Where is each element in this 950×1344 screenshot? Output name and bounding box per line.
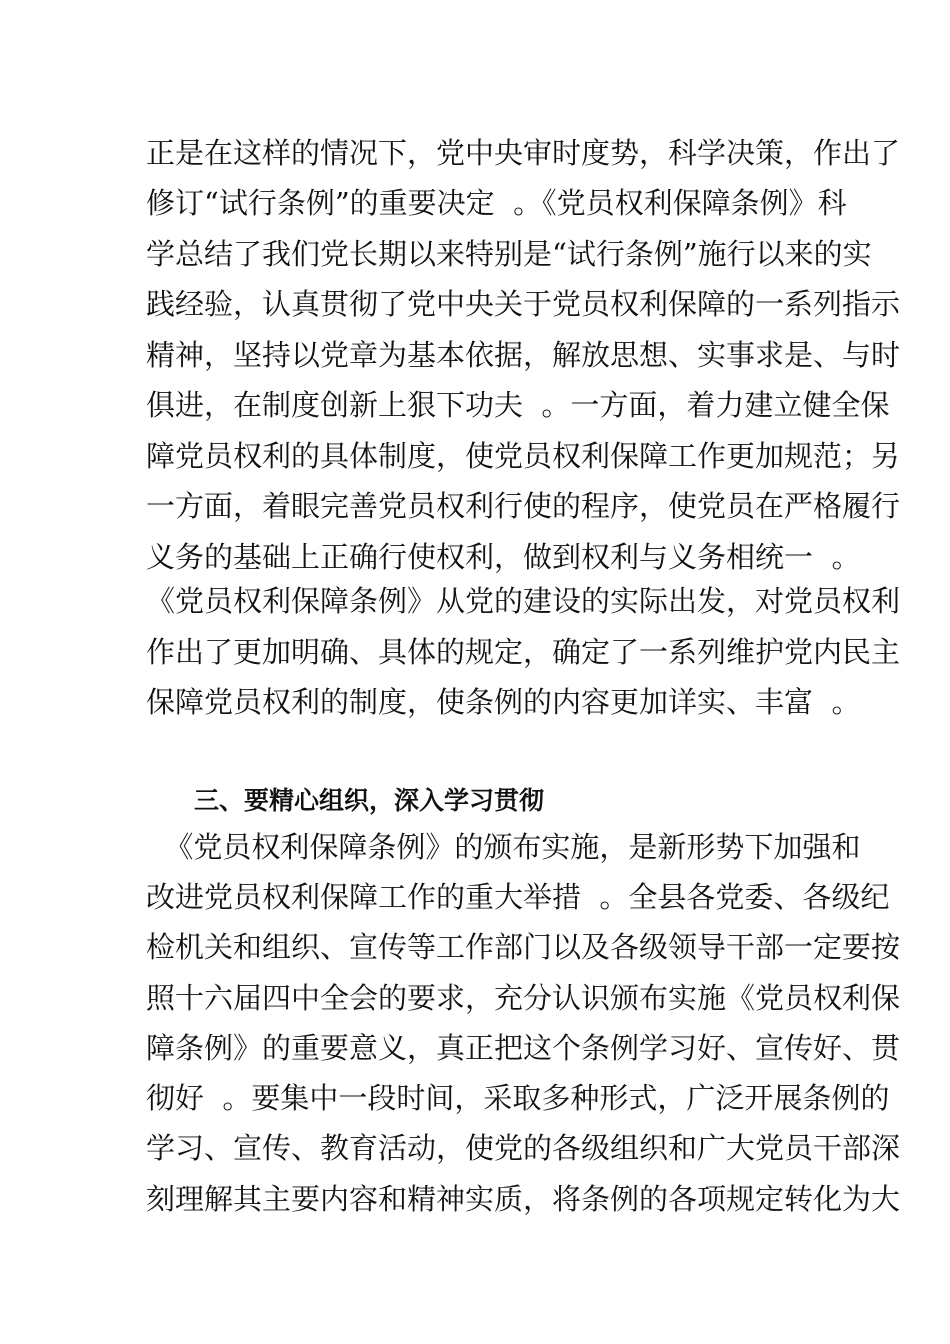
paragraph-line: 照十六届四中全会的要求，充分认识颁布实施《党员权利保	[146, 981, 901, 1015]
paragraph-line: 障条例》的重要意义，真正把这个条例学习好、宣传好、贯	[146, 1031, 901, 1065]
paragraph-line: 《党员权利保障条例》的颁布实施，是新形势下加强和	[146, 830, 861, 864]
paragraph-line: 保障党员权利的制度，使条例的内容更加详实、丰富 。	[146, 685, 861, 719]
paragraph-line: 学习、宣传、教育活动，使党的各级组织和广大党员干部深	[146, 1131, 901, 1165]
paragraph-line: 修订“试行条例”的重要决定 。《党员权利保障条例》科	[146, 186, 847, 220]
paragraph-line: 检机关和组织、宣传等工作部门以及各级领导干部一定要按	[146, 930, 901, 964]
paragraph-line: 正是在这样的情况下，党中央审时度势，科学决策，作出了	[146, 136, 901, 170]
paragraph-line: 践经验，认真贯彻了党中央关于党员权利保障的一系列指示	[146, 287, 901, 321]
paragraph-line: 一方面，着眼完善党员权利行使的程序，使党员在严格履行	[146, 489, 901, 523]
paragraph-line: 学总结了我们党长期以来特别是“试行条例”施行以来的实	[146, 237, 872, 271]
section-heading: 三、要精心组织，深入学习贯彻	[194, 786, 545, 815]
paragraph-line: 改进党员权利保障工作的重大举措 。全县各党委、各级纪	[146, 880, 890, 914]
paragraph-line: 刻理解其主要内容和精神实质，将条例的各项规定转化为大	[146, 1182, 901, 1216]
paragraph-line: 彻好 。要集中一段时间，采取多种形式，广泛开展条例的	[146, 1081, 890, 1115]
paragraph-line: 《党员权利保障条例》从党的建设的实际出发，对党员权利	[146, 584, 901, 618]
paragraph-line: 俱进，在制度创新上狠下功夫 。一方面，着力建立健全保	[146, 388, 890, 422]
paragraph-line: 义务的基础上正确行使权利，做到权利与义务相统一 。	[146, 540, 861, 574]
paragraph-line: 精神，坚持以党章为基本依据，解放思想、实事求是、与时	[146, 338, 901, 372]
paragraph-line: 作出了更加明确、具体的规定，确定了一系列维护党内民主	[146, 635, 901, 669]
paragraph-line: 障党员权利的具体制度，使党员权利保障工作更加规范；另	[146, 439, 901, 473]
